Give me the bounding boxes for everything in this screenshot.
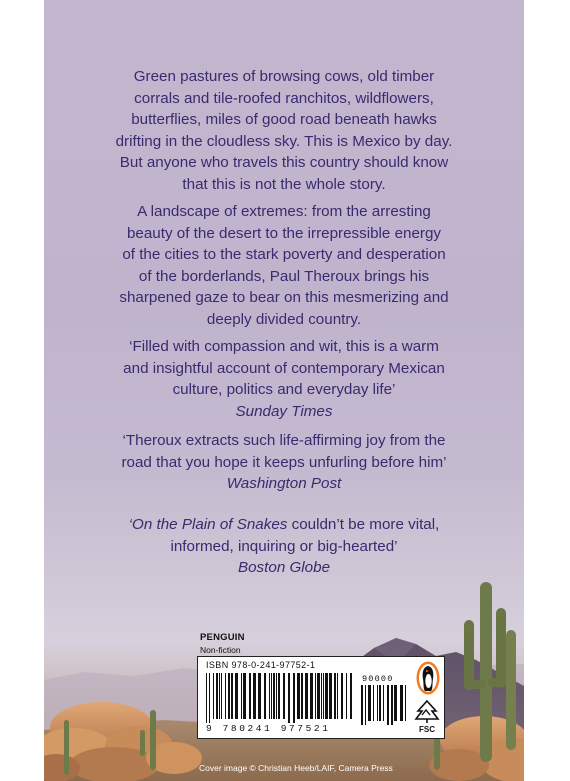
- addon-digits: 90000: [362, 674, 394, 684]
- quote-line: culture, politics and everyday life’: [172, 381, 396, 398]
- quote-source: Washington Post: [226, 475, 342, 492]
- back-cover: [44, 0, 524, 781]
- publisher-name: PENGUIN: [200, 632, 245, 643]
- blurb-line: Green pastures of browsing cows, old timber: [133, 68, 435, 85]
- fsc-label: FSC: [419, 725, 435, 733]
- quote-line: road that you hope it keeps unfurling before him’: [121, 453, 447, 471]
- quote-line: informed, inquiring or big-hearted’: [170, 537, 398, 555]
- quote-source: Sunday Times: [235, 402, 333, 420]
- blurb-line: deeply divided country.: [206, 310, 362, 328]
- review-quote-sunday-times: [44, 336, 524, 422]
- blurb-line: butterflies, miles of good road beneath hawks: [131, 111, 437, 128]
- barcode-panel: [197, 656, 445, 739]
- penguin-logo-icon: [416, 661, 440, 695]
- genre-label: Non-fiction: [200, 645, 241, 655]
- quote-line: and insightful account of contemporary Mexican: [123, 359, 445, 377]
- blurb-line: A landscape of extremes: from the arresting: [137, 203, 431, 220]
- blurb-line: beauty of the desert to the irrepressible energy: [126, 224, 442, 242]
- blurb-paragraph-2: [44, 201, 524, 330]
- quote-line: ‘Filled with compassion and wit, this is a warm: [129, 338, 439, 355]
- book-title: ‘On the Plain of Snakes: [128, 516, 288, 533]
- review-quote-washington-post: [44, 430, 524, 495]
- quote-line: ‘Theroux extracts such life-affirming joy from the: [122, 432, 446, 449]
- blurb-line: that this is not the whole story.: [182, 175, 386, 193]
- barcode-digits: 9 780241 977521: [206, 723, 331, 734]
- isbn-label: ISBN 978-0-241-97752-1: [206, 660, 316, 670]
- blurb-line: of the cities to the stark poverty and desperation: [122, 246, 446, 263]
- fsc-logo-icon: [414, 699, 440, 733]
- blurb-paragraph-1: [44, 66, 524, 195]
- blurb-line: But anyone who travels this country should know: [119, 154, 449, 171]
- blurb-line: of the borderlands, Paul Theroux brings his: [138, 267, 430, 285]
- blurb-line: corrals and tile-roofed ranchitos, wildflowers,: [134, 89, 434, 107]
- quote-line-rest: couldn’t be more vital,: [287, 516, 440, 533]
- blurb-line: sharpened gaze to bear on this mesmerizing and: [119, 289, 449, 306]
- addon-barcode-icon: [361, 685, 407, 725]
- quote-source: Boston Globe: [237, 559, 331, 576]
- quote-line: [44, 514, 524, 536]
- publisher-info: [200, 632, 245, 655]
- blurb-line: drifting in the cloudless sky. This is Mexico by day.: [115, 132, 453, 150]
- cover-image-credit: Cover image © Christian Heeb/LAIF, Camera Press: [199, 763, 393, 773]
- barcode-icon: [206, 673, 356, 723]
